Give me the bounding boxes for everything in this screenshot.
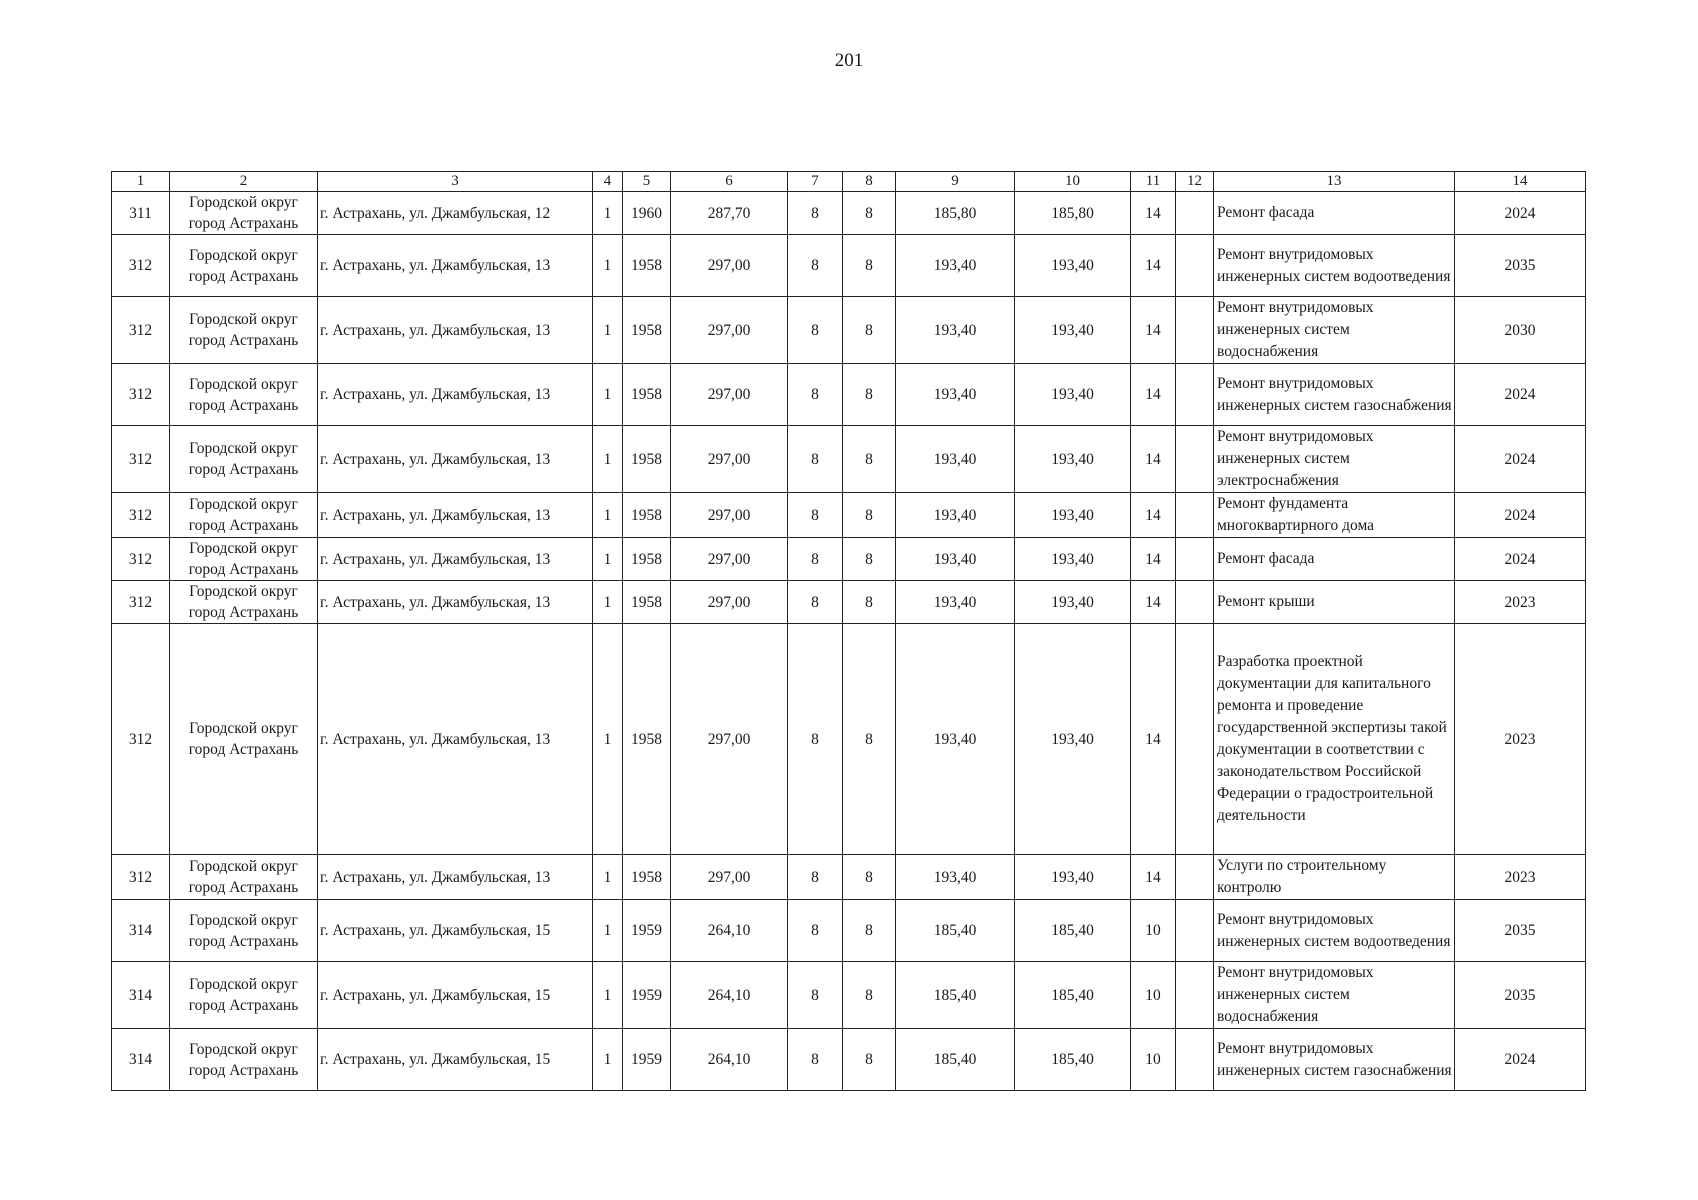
work-type-cell: Ремонт фундамента многоквартирного дома [1214,493,1455,538]
planned-year-cell: 2030 [1455,297,1586,364]
planned-year-cell: 2035 [1455,235,1586,297]
row-number-cell: 312 [112,538,170,581]
planned-year-cell: 2035 [1455,900,1586,962]
municipality-cell: Городской округ город Астрахань [170,192,318,235]
year-built-cell: 1958 [623,855,671,900]
col11-cell: 14 [1131,581,1176,624]
row-number-cell: 314 [112,900,170,962]
col8-cell: 8 [843,538,896,581]
total-area-cell: 297,00 [671,235,788,297]
row-number-cell: 312 [112,297,170,364]
work-type-cell: Разработка проектной документации для капитального ремонта и проведение государственной экспертизы такой документации в соответствии с законодательством Российской Федерации о градостроительной деятельности [1214,624,1455,855]
total-area-cell: 297,00 [671,426,788,493]
col11-cell: 14 [1131,624,1176,855]
total-area-cell: 264,10 [671,900,788,962]
row-number-cell: 312 [112,364,170,426]
col9-area-cell: 185,40 [896,1029,1015,1091]
total-area-cell: 297,00 [671,493,788,538]
table-row [112,192,1586,235]
col9-area-cell: 193,40 [896,855,1015,900]
planned-year-cell: 2035 [1455,962,1586,1029]
col10-area-cell: 193,40 [1015,493,1131,538]
col12-cell [1176,426,1214,493]
address-cell: г. Астрахань, ул. Джамбульская, 15 [318,900,593,962]
col10-area-cell: 185,40 [1015,900,1131,962]
column-header: 14 [1455,172,1586,192]
work-type-cell: Ремонт фасада [1214,538,1455,581]
address-cell: г. Астрахань, ул. Джамбульская, 13 [318,538,593,581]
year-built-cell: 1958 [623,426,671,493]
col7-cell: 8 [788,581,843,624]
col8-cell: 8 [843,900,896,962]
address-cell: г. Астрахань, ул. Джамбульская, 15 [318,1029,593,1091]
col4-cell: 1 [593,364,623,426]
address-cell: г. Астрахань, ул. Джамбульская, 13 [318,855,593,900]
municipality-cell: Городской округ город Астрахань [170,581,318,624]
table-row [112,364,1586,426]
table-row [112,900,1586,962]
col9-area-cell: 185,40 [896,900,1015,962]
planned-year-cell: 2024 [1455,364,1586,426]
total-area-cell: 264,10 [671,1029,788,1091]
column-header: 10 [1015,172,1131,192]
municipality-cell: Городской округ город Астрахань [170,235,318,297]
address-cell: г. Астрахань, ул. Джамбульская, 13 [318,624,593,855]
col9-area-cell: 193,40 [896,235,1015,297]
col11-cell: 14 [1131,493,1176,538]
work-type-cell: Ремонт внутридомовых инженерных систем газоснабжения [1214,364,1455,426]
table-row [112,962,1586,1029]
work-type-cell: Ремонт внутридомовых инженерных систем водоотведения [1214,235,1455,297]
col4-cell: 1 [593,297,623,364]
row-number-cell: 312 [112,855,170,900]
col7-cell: 8 [788,855,843,900]
work-type-cell: Ремонт внутридомовых инженерных систем газоснабжения [1214,1029,1455,1091]
col11-cell: 14 [1131,235,1176,297]
address-cell: г. Астрахань, ул. Джамбульская, 13 [318,426,593,493]
col11-cell: 14 [1131,192,1176,235]
col4-cell: 1 [593,900,623,962]
column-header: 5 [623,172,671,192]
municipality-cell: Городской округ город Астрахань [170,624,318,855]
row-number-cell: 314 [112,1029,170,1091]
municipality-cell: Городской округ город Астрахань [170,297,318,364]
total-area-cell: 297,00 [671,855,788,900]
col8-cell: 8 [843,364,896,426]
address-cell: г. Астрахань, ул. Джамбульская, 13 [318,581,593,624]
table-row [112,1029,1586,1091]
column-header: 8 [843,172,896,192]
col11-cell: 14 [1131,855,1176,900]
year-built-cell: 1959 [623,962,671,1029]
col7-cell: 8 [788,192,843,235]
col8-cell: 8 [843,192,896,235]
col4-cell: 1 [593,538,623,581]
capital-repair-table [111,171,1586,1091]
col8-cell: 8 [843,235,896,297]
col12-cell [1176,1029,1214,1091]
table-body [112,192,1586,1091]
col4-cell: 1 [593,192,623,235]
year-built-cell: 1958 [623,364,671,426]
row-number-cell: 311 [112,192,170,235]
col4-cell: 1 [593,962,623,1029]
col10-area-cell: 193,40 [1015,297,1131,364]
page-number: 201 [834,50,864,71]
col10-area-cell: 193,40 [1015,624,1131,855]
municipality-cell: Городской округ город Астрахань [170,364,318,426]
year-built-cell: 1958 [623,581,671,624]
total-area-cell: 287,70 [671,192,788,235]
planned-year-cell: 2023 [1455,855,1586,900]
col10-area-cell: 193,40 [1015,581,1131,624]
planned-year-cell: 2024 [1455,538,1586,581]
row-number-cell: 312 [112,235,170,297]
col11-cell: 14 [1131,297,1176,364]
year-built-cell: 1958 [623,297,671,364]
municipality-cell: Городской округ город Астрахань [170,962,318,1029]
total-area-cell: 297,00 [671,581,788,624]
col7-cell: 8 [788,493,843,538]
total-area-cell: 297,00 [671,624,788,855]
address-cell: г. Астрахань, ул. Джамбульская, 12 [318,192,593,235]
planned-year-cell: 2024 [1455,426,1586,493]
work-type-cell: Ремонт внутридомовых инженерных систем водоотведения [1214,900,1455,962]
col4-cell: 1 [593,493,623,538]
col10-area-cell: 185,80 [1015,192,1131,235]
work-type-cell: Ремонт внутридомовых инженерных систем электроснабжения [1214,426,1455,493]
col11-cell: 10 [1131,900,1176,962]
col9-area-cell: 193,40 [896,364,1015,426]
row-number-cell: 312 [112,493,170,538]
year-built-cell: 1958 [623,493,671,538]
col11-cell: 14 [1131,426,1176,493]
address-cell: г. Астрахань, ул. Джамбульская, 13 [318,493,593,538]
municipality-cell: Городской округ город Астрахань [170,900,318,962]
table-row [112,297,1586,364]
col9-area-cell: 193,40 [896,624,1015,855]
col7-cell: 8 [788,364,843,426]
column-header: 3 [318,172,593,192]
col4-cell: 1 [593,581,623,624]
column-number-row [112,172,1586,192]
table-row [112,493,1586,538]
row-number-cell: 312 [112,624,170,855]
address-cell: г. Астрахань, ул. Джамбульская, 15 [318,962,593,1029]
address-cell: г. Астрахань, ул. Джамбульская, 13 [318,235,593,297]
col12-cell [1176,493,1214,538]
col8-cell: 8 [843,1029,896,1091]
column-header: 4 [593,172,623,192]
col8-cell: 8 [843,493,896,538]
col8-cell: 8 [843,624,896,855]
column-header: 2 [170,172,318,192]
planned-year-cell: 2024 [1455,1029,1586,1091]
year-built-cell: 1960 [623,192,671,235]
col8-cell: 8 [843,426,896,493]
col8-cell: 8 [843,855,896,900]
column-header: 12 [1176,172,1214,192]
column-header: 1 [112,172,170,192]
planned-year-cell: 2024 [1455,192,1586,235]
col10-area-cell: 193,40 [1015,235,1131,297]
col12-cell [1176,364,1214,426]
col9-area-cell: 185,40 [896,962,1015,1029]
year-built-cell: 1959 [623,900,671,962]
municipality-cell: Городской округ город Астрахань [170,855,318,900]
col7-cell: 8 [788,900,843,962]
column-header: 11 [1131,172,1176,192]
col9-area-cell: 193,40 [896,538,1015,581]
row-number-cell: 314 [112,962,170,1029]
col4-cell: 1 [593,624,623,855]
year-built-cell: 1958 [623,235,671,297]
municipality-cell: Городской округ город Астрахань [170,1029,318,1091]
col7-cell: 8 [788,538,843,581]
work-type-cell: Ремонт крыши [1214,581,1455,624]
address-cell: г. Астрахань, ул. Джамбульская, 13 [318,297,593,364]
col9-area-cell: 193,40 [896,297,1015,364]
col7-cell: 8 [788,962,843,1029]
col12-cell [1176,297,1214,364]
col12-cell [1176,538,1214,581]
table-header [112,172,1586,192]
table-row [112,235,1586,297]
col10-area-cell: 193,40 [1015,855,1131,900]
col10-area-cell: 193,40 [1015,364,1131,426]
work-type-cell: Ремонт фасада [1214,192,1455,235]
col12-cell [1176,855,1214,900]
col8-cell: 8 [843,581,896,624]
col10-area-cell: 185,40 [1015,1029,1131,1091]
col9-area-cell: 193,40 [896,581,1015,624]
col9-area-cell: 193,40 [896,493,1015,538]
col7-cell: 8 [788,426,843,493]
year-built-cell: 1959 [623,1029,671,1091]
col8-cell: 8 [843,297,896,364]
table-row [112,855,1586,900]
col9-area-cell: 185,80 [896,192,1015,235]
total-area-cell: 297,00 [671,297,788,364]
col4-cell: 1 [593,1029,623,1091]
col10-area-cell: 193,40 [1015,426,1131,493]
work-type-cell: Ремонт внутридомовых инженерных систем водоснабжения [1214,297,1455,364]
col12-cell [1176,900,1214,962]
col7-cell: 8 [788,297,843,364]
col12-cell [1176,192,1214,235]
col12-cell [1176,235,1214,297]
column-header: 13 [1214,172,1455,192]
planned-year-cell: 2024 [1455,493,1586,538]
year-built-cell: 1958 [623,538,671,581]
col12-cell [1176,624,1214,855]
year-built-cell: 1958 [623,624,671,855]
col7-cell: 8 [788,624,843,855]
col7-cell: 8 [788,1029,843,1091]
col11-cell: 10 [1131,1029,1176,1091]
column-header: 7 [788,172,843,192]
col4-cell: 1 [593,426,623,493]
municipality-cell: Городской округ город Астрахань [170,538,318,581]
column-header: 9 [896,172,1015,192]
row-number-cell: 312 [112,581,170,624]
table-row [112,426,1586,493]
municipality-cell: Городской округ город Астрахань [170,493,318,538]
column-header: 6 [671,172,788,192]
municipality-cell: Городской округ город Астрахань [170,426,318,493]
col4-cell: 1 [593,855,623,900]
address-cell: г. Астрахань, ул. Джамбульская, 13 [318,364,593,426]
work-type-cell: Ремонт внутридомовых инженерных систем водоснабжения [1214,962,1455,1029]
work-type-cell: Услуги по строительному контролю [1214,855,1455,900]
col12-cell [1176,962,1214,1029]
col4-cell: 1 [593,235,623,297]
col11-cell: 14 [1131,364,1176,426]
col10-area-cell: 193,40 [1015,538,1131,581]
total-area-cell: 297,00 [671,364,788,426]
col11-cell: 10 [1131,962,1176,1029]
table-row [112,581,1586,624]
col7-cell: 8 [788,235,843,297]
col9-area-cell: 193,40 [896,426,1015,493]
col10-area-cell: 185,40 [1015,962,1131,1029]
col11-cell: 14 [1131,538,1176,581]
total-area-cell: 264,10 [671,962,788,1029]
planned-year-cell: 2023 [1455,581,1586,624]
planned-year-cell: 2023 [1455,624,1586,855]
table-row [112,538,1586,581]
total-area-cell: 297,00 [671,538,788,581]
table-row [112,624,1586,855]
col8-cell: 8 [843,962,896,1029]
col12-cell [1176,581,1214,624]
row-number-cell: 312 [112,426,170,493]
